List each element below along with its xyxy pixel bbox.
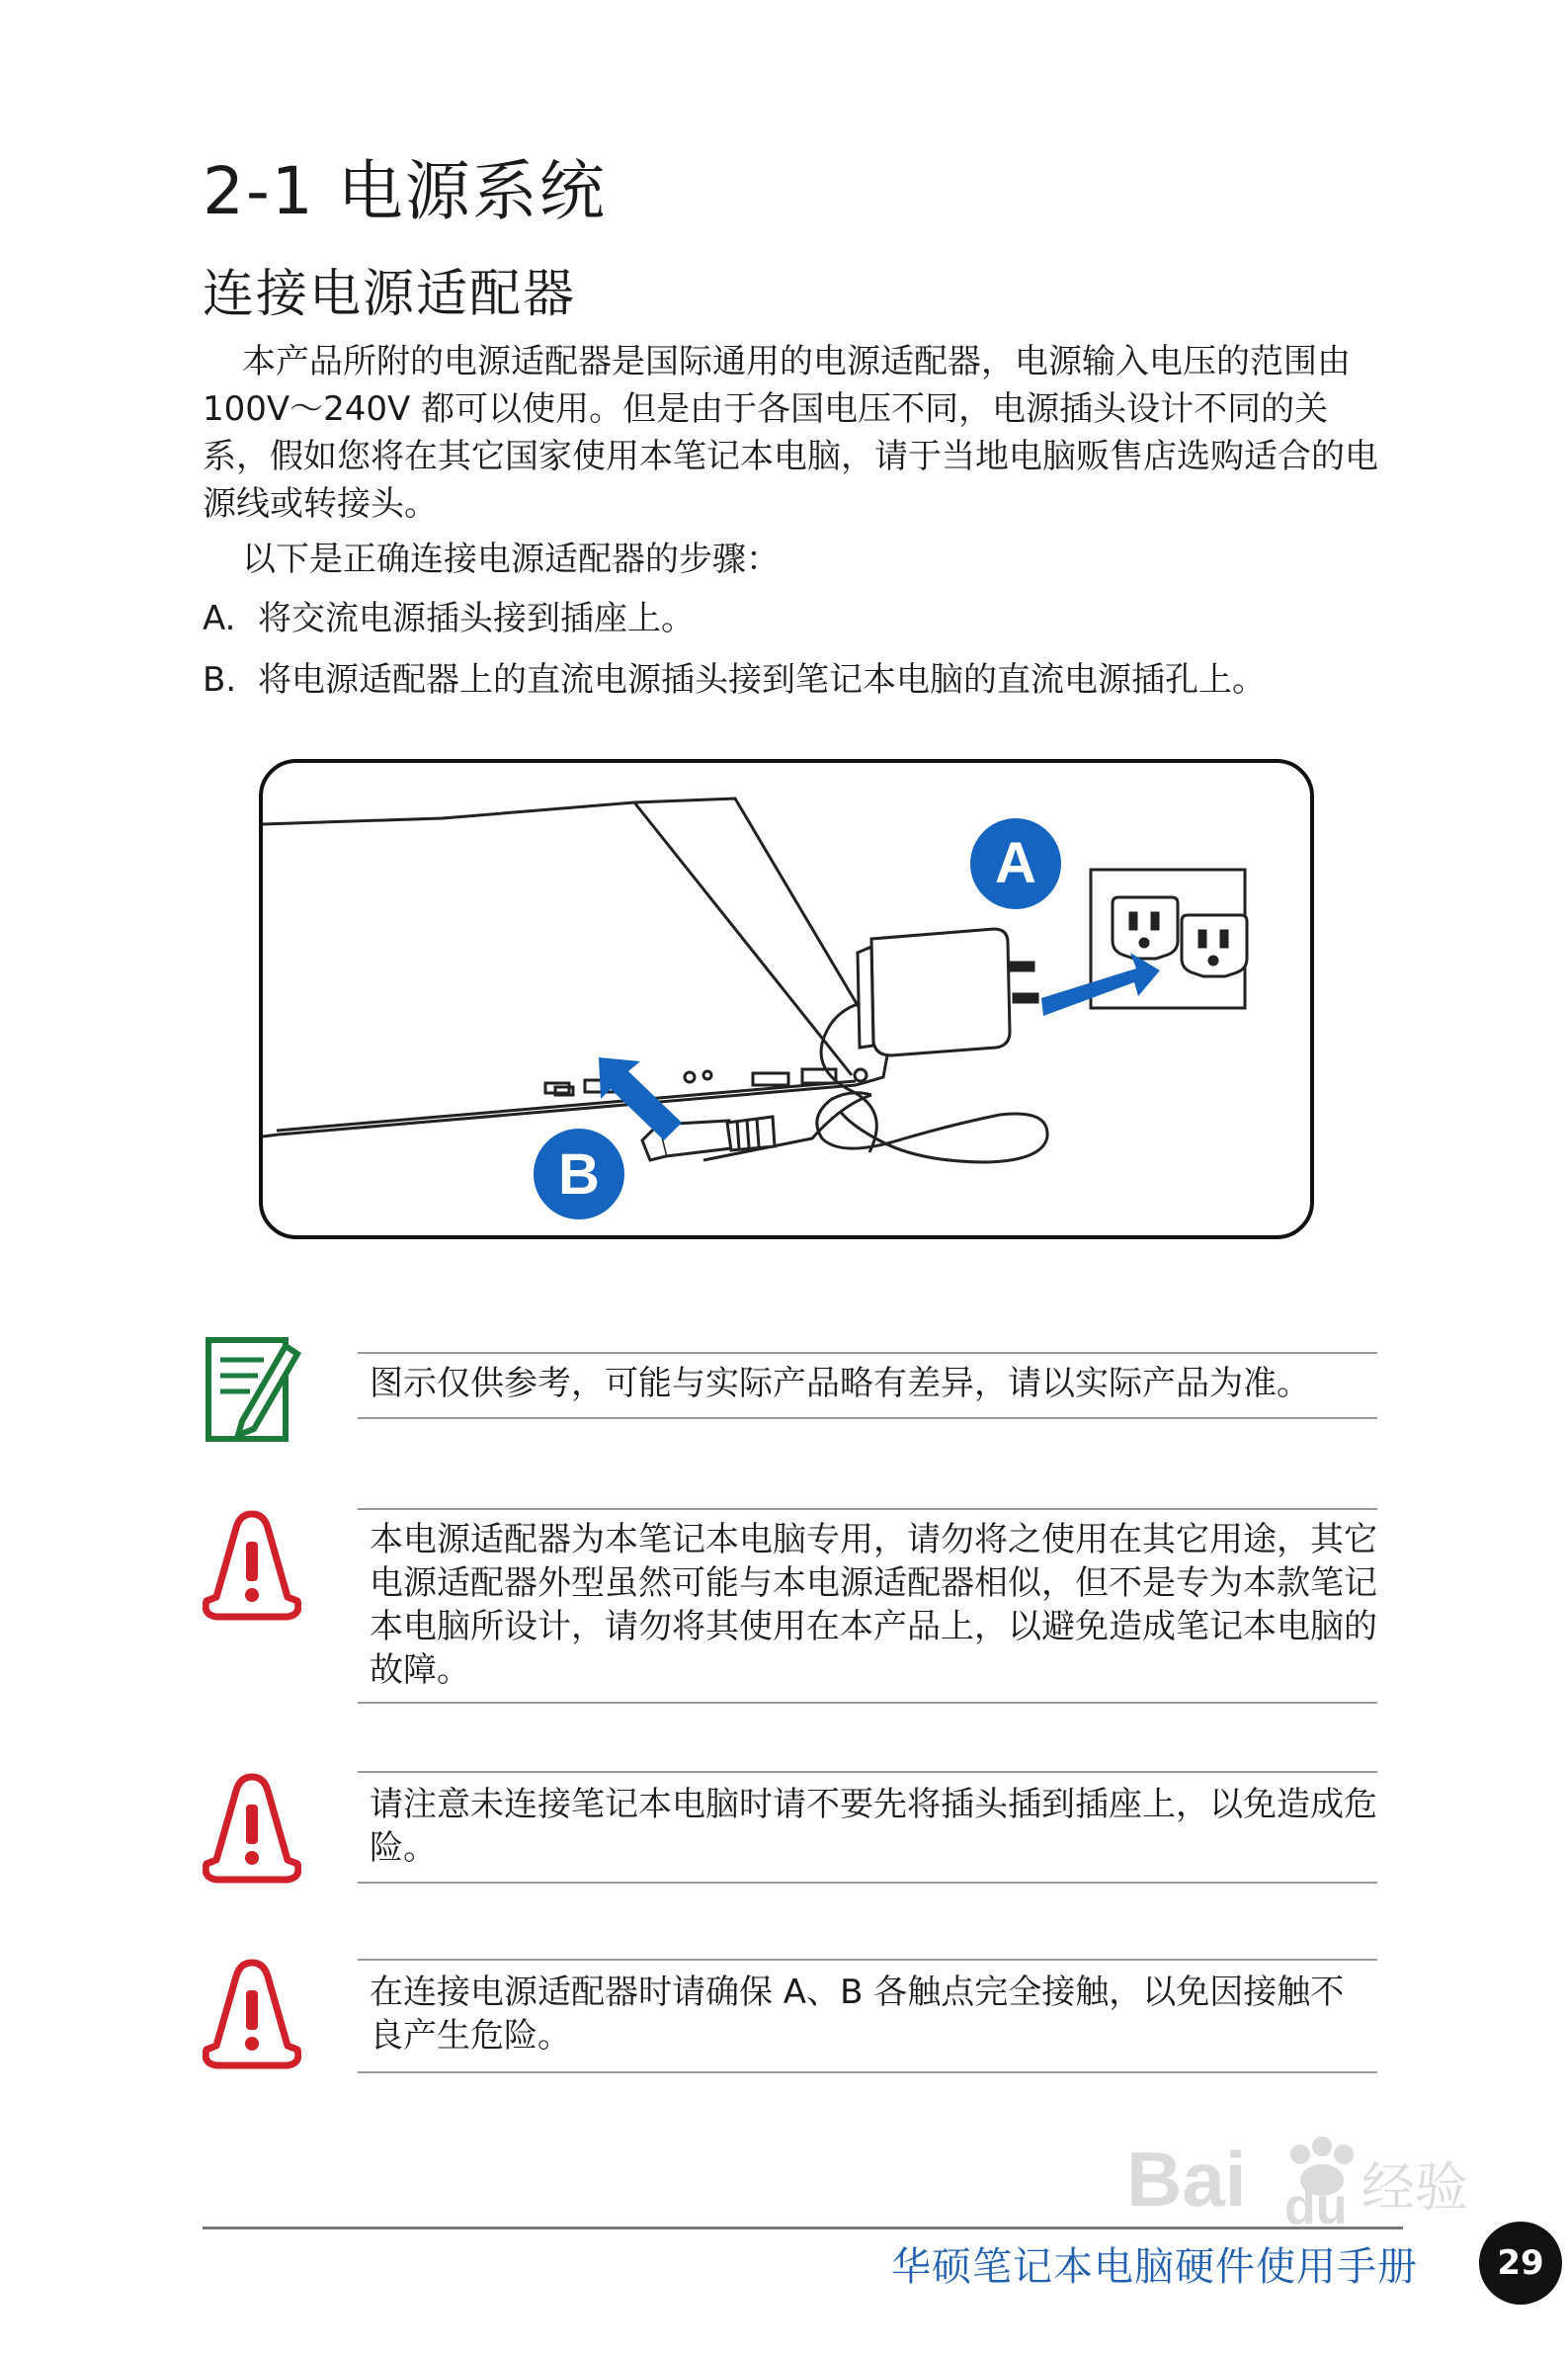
notice-bottom-rule bbox=[358, 1882, 1377, 1884]
subsection-title: 连接电源适配器 bbox=[203, 265, 577, 324]
svg-text:du: du bbox=[1284, 2178, 1348, 2233]
power-adapter-illustration bbox=[259, 759, 1314, 1239]
step-a bbox=[203, 595, 695, 642]
notice-bottom-rule bbox=[358, 2071, 1377, 2073]
warning-cone-icon bbox=[203, 1955, 301, 2073]
notice-bottom-rule bbox=[358, 1417, 1377, 1419]
badge-b-label: B bbox=[558, 1142, 600, 1207]
steps-intro: 以下是正确连接电源适配器的步骤： bbox=[242, 540, 780, 579]
warning-cone-icon bbox=[203, 1506, 301, 1625]
step-text: 将交流电源插头接到插座上。 bbox=[258, 599, 695, 638]
notice-warning-text: 请注意未连接笔记本电脑时请不要先将插头插到插座上，以免造成危险。 bbox=[370, 1785, 1377, 1868]
notice-warning-text: 在连接电源适配器时请确保 A、B 各触点完全接触，以免因接触不良产生危险。 bbox=[370, 1973, 1345, 2056]
svg-text:Bai: Bai bbox=[1126, 2136, 1247, 2223]
notice-warning-text: 本电源适配器为本笔记本电脑专用，请勿将之使用在其它用途，其它电源适配器外型虽然可能与本电源适配器相似，但不是专为本款笔记本电脑所设计，请勿将其使用在本产品上，以避免造成笔记本电脑的故障。 bbox=[370, 1520, 1377, 1690]
footer-title: 华硕笔记本电脑硬件使用手册 bbox=[891, 2244, 1418, 2290]
page-number: 29 bbox=[1479, 2222, 1562, 2305]
baidu-watermark-logo bbox=[1116, 2115, 1482, 2233]
footer-rule bbox=[203, 2227, 1403, 2229]
badge-a-label: A bbox=[995, 831, 1036, 895]
notice-top-rule bbox=[358, 1352, 1377, 1354]
section-title: 2-1 电源系统 bbox=[203, 153, 607, 229]
intro-paragraph: 本产品所附的电源适配器是国际通用的电源适配器，电源输入电压的范围由 100V～240V 都可以使用。但是由于各国电压不同，电源插头设计不同的关系，假如您将在其它国家使用本笔记本电脑，请于当地电脑贩售店选购适合的电源线或转接头。 bbox=[203, 342, 1378, 524]
notice-top-rule bbox=[358, 1959, 1377, 1961]
notice-note-text: 图示仅供参考，可能与实际产品略有差异，请以实际产品为准。 bbox=[370, 1364, 1310, 1403]
step-b bbox=[203, 656, 1266, 704]
step-text: 将电源适配器上的直流电源插头接到笔记本电脑的直流电源插孔上。 bbox=[258, 660, 1266, 700]
notice-top-rule bbox=[358, 1508, 1377, 1510]
svg-text:经验: 经验 bbox=[1362, 2156, 1468, 2219]
warning-cone-icon bbox=[203, 1769, 301, 1888]
step-letter: B. bbox=[203, 660, 237, 700]
note-pencil-icon bbox=[203, 1326, 301, 1445]
step-letter: A. bbox=[203, 599, 236, 638]
notice-top-rule bbox=[358, 1771, 1377, 1773]
notice-bottom-rule bbox=[358, 1702, 1377, 1704]
